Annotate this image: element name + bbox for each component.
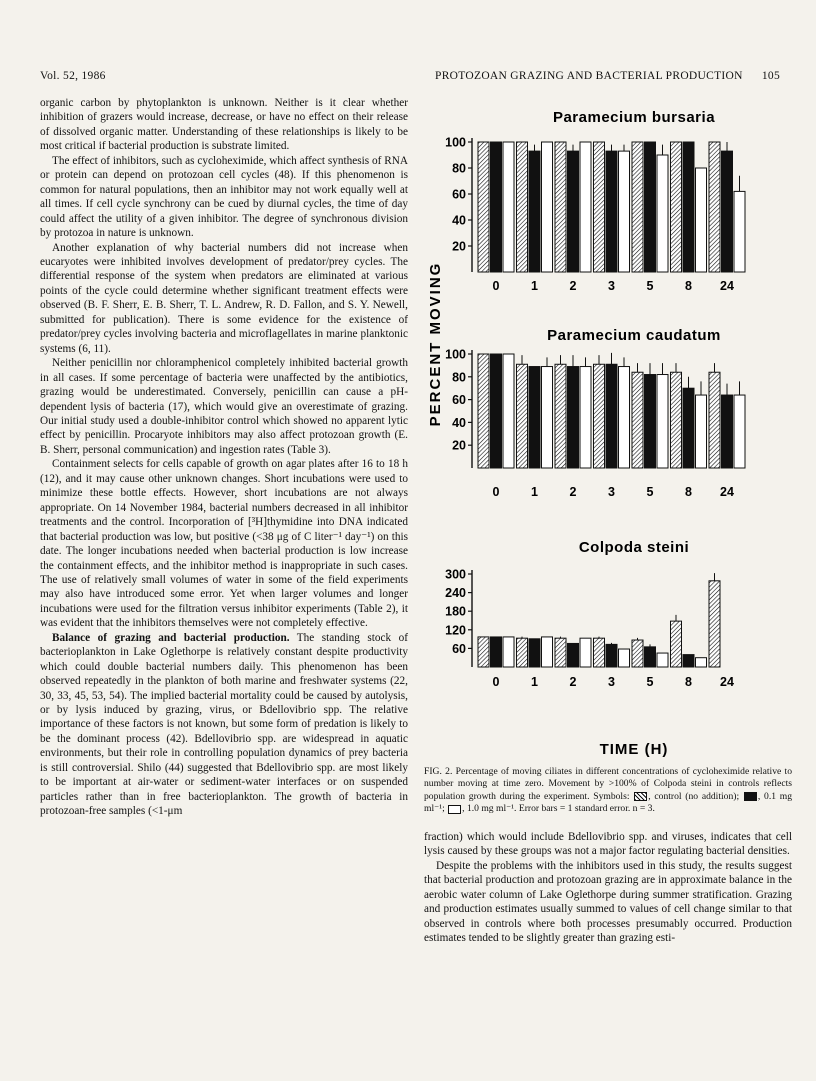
bar bbox=[696, 168, 707, 272]
bar bbox=[645, 375, 656, 468]
bar bbox=[696, 395, 707, 468]
x-tick-label: 1 bbox=[531, 675, 538, 689]
bar bbox=[503, 142, 514, 272]
x-tick-label: 5 bbox=[646, 279, 654, 293]
bar bbox=[734, 395, 745, 468]
control-swatch bbox=[634, 792, 647, 801]
x-tick-label: 3 bbox=[608, 675, 615, 689]
x-tick-label: 24 bbox=[720, 485, 734, 499]
paragraph: Despite the problems with the inhibitors used in this study, the results suggest that bacterial production and protozoan grazing are in approximate balance in the aerobic water column of Lake Oglethorpe during summer stratification. Grazing and production estimates usually summed to values of cell change similar to that observed in controls where both processes presumably occurred. Production estimates tended to be slightly greater than grazing esti- bbox=[424, 859, 792, 945]
x-tick-label: 3 bbox=[608, 485, 615, 499]
bar bbox=[645, 647, 656, 667]
bar bbox=[683, 655, 694, 667]
bar bbox=[594, 142, 605, 272]
bar bbox=[645, 142, 656, 272]
chart-title: Paramecium caudatum bbox=[547, 327, 721, 344]
y-tick-label: 20 bbox=[452, 438, 466, 453]
bar bbox=[709, 142, 720, 272]
y-tick-label: 80 bbox=[452, 161, 466, 176]
bar bbox=[722, 151, 733, 272]
x-tick-label: 8 bbox=[685, 279, 692, 293]
bar bbox=[503, 637, 514, 667]
y-tick-label: 60 bbox=[452, 187, 466, 202]
bar bbox=[606, 151, 617, 272]
bar bbox=[671, 621, 682, 667]
bar bbox=[632, 372, 643, 468]
bar bbox=[580, 142, 591, 272]
right-column bbox=[424, 830, 792, 946]
bar bbox=[517, 364, 528, 468]
bar bbox=[632, 640, 643, 667]
section-heading: Balance of grazing and bacterial production. bbox=[52, 631, 290, 644]
y-axis-label: PERCENT MOVING bbox=[427, 261, 444, 427]
figure-caption bbox=[424, 766, 792, 816]
paragraph: Another explanation of why bacterial numbers did not increase when eucaryotes were inhibited involves development of predator/prey cycles. The differential response of the system when predators are eliminated at various points of the cycle could determine whether significant treatment effects were observed (B. F. Sherr, E. B. Sherr, T. L. Andrew, R. D. Fallon, and S. Y. Newell, submitted for publication). There is some evidence for the existence of predator/prey cycles involving bacteria and microflagellates in marine planktonic systems (6, 11). bbox=[40, 241, 408, 355]
bar bbox=[542, 637, 553, 667]
caption-lead: FIG. 2. Percentage of moving ciliates in different concentrations of cycloheximide relative to number moving at time zero. Movement by >100% of Colpoda steini in controls reflects population growth during the experiment. Symbols: bbox=[424, 766, 792, 802]
bar bbox=[722, 395, 733, 468]
x-tick-label: 1 bbox=[531, 485, 538, 499]
bar bbox=[619, 649, 630, 667]
bar bbox=[555, 364, 566, 468]
bar bbox=[568, 367, 579, 468]
bar bbox=[529, 151, 540, 272]
y-tick-label: 120 bbox=[445, 623, 466, 638]
bar bbox=[478, 354, 489, 468]
paragraph: fraction) which would include Bdellovibrio spp. and viruses, indicates that cell lysis caused by these groups was not a major factor regulating bacterial densities. bbox=[424, 831, 792, 858]
y-tick-label: 40 bbox=[452, 415, 466, 430]
volume-label: Vol. 52, 1986 bbox=[40, 70, 106, 82]
running-header bbox=[40, 70, 780, 88]
chart-title: Paramecium bursaria bbox=[552, 109, 716, 126]
paragraph: organic carbon by phytoplankton is unknown. Neither is it clear whether inhibition of grazers would increase, decrease, or have no effect on their release of dissolved organic matter. Understanding of these relationships is likely to be most critical if bacterial production is substrate limited. bbox=[40, 97, 408, 153]
bar bbox=[619, 367, 630, 468]
bar bbox=[709, 581, 720, 667]
bar bbox=[683, 142, 694, 272]
y-tick-label: 80 bbox=[452, 370, 466, 385]
paragraph: Neither penicillin nor chloramphenicol completely inhibited bacterial growth in all cases. If some percentage of bacteria were unaffected by the antibiotics, grazing would be underestimated. Conversely, penicillin can cause a pH-dependent lysis of bacteria (17), which would give an overestimate of grazing. Our initial study used a double-inhibitor control which showed no apparent lytic effect by penicillin. Procaryote inhibitors may also affect protozoan growth (E. B. Sherr, personal communication) and ingestion rates (Table 3). bbox=[40, 357, 408, 456]
caption-low: , 0.1 mg ml⁻¹; bbox=[424, 790, 793, 815]
x-tick-label: 24 bbox=[720, 675, 734, 689]
figure-svg bbox=[424, 104, 796, 764]
x-tick-label: 3 bbox=[608, 279, 615, 293]
bar bbox=[734, 191, 745, 272]
paragraph-text: The standing stock of bacterioplankton in Lake Oglethorpe is relatively constant despite productivity which could double bacterial numbers daily. This phenomenon has been observed repeatedly in the plankton of both marine and freshwater systems (22, 30, 33, 45, 53, 54). The implied bacterial mortality could be caused by autolysis, or by lysis induced by grazing, virus, or Bdellovibrio spp. The relative importance of these factors is not known, but some form of predation is likely to be the dominant process (42). Bdellovibrio spp. are widespread in aquatic environments, but their role in controlling population dynamics of prey bacteria is still controversial. Shilo (44) suggested that Bdellovibrio spp. are most likely to be important at air-water or sediment-water interfaces or on suspended particles rather than in free bacterioplankton. The growth of bacteria in protozoan-free samples (<1-μm bbox=[40, 631, 408, 818]
bar bbox=[594, 638, 605, 667]
x-tick-label: 5 bbox=[646, 675, 654, 689]
bar bbox=[568, 643, 579, 667]
bar bbox=[606, 364, 617, 468]
bar bbox=[503, 354, 514, 468]
chart-title: Colpoda steini bbox=[578, 539, 690, 556]
bar bbox=[580, 638, 591, 667]
running-title: PROTOZOAN GRAZING AND BACTERIAL PRODUCTION bbox=[435, 70, 743, 82]
low-dose-swatch bbox=[744, 792, 757, 801]
paragraph bbox=[40, 631, 408, 819]
x-tick-label: 0 bbox=[492, 675, 500, 689]
caption-control: , control (no addition); bbox=[648, 790, 740, 802]
caption-high: , 1.0 mg ml⁻¹. Error bars = 1 standard error. n = 3. bbox=[462, 803, 655, 815]
paragraph: The effect of inhibitors, such as cycloheximide, which affect synthesis of RNA or protein can depend on protozoan cell cycles (48). If this phenomenon is common for natural populations, then an inhibitor may not work equally well at all times. If cell cycle synchrony can be cued by diurnal cycles, the time of day could affect the utility of a given inhibitor. The degree of synchronous division by protozoa in nature is unknown. bbox=[40, 154, 408, 240]
bar bbox=[491, 354, 502, 468]
bar bbox=[657, 155, 668, 272]
y-tick-label: 60 bbox=[452, 393, 466, 408]
x-tick-label: 2 bbox=[569, 485, 577, 499]
high-dose-swatch bbox=[448, 805, 461, 814]
bar bbox=[632, 142, 643, 272]
x-tick-label: 8 bbox=[685, 485, 692, 499]
y-tick-label: 100 bbox=[445, 347, 466, 362]
bar bbox=[517, 638, 528, 667]
bar bbox=[529, 639, 540, 667]
bar bbox=[491, 637, 502, 667]
bar bbox=[555, 142, 566, 272]
y-tick-label: 20 bbox=[452, 239, 466, 254]
bar bbox=[671, 372, 682, 468]
bar bbox=[671, 142, 682, 272]
bar bbox=[542, 142, 553, 272]
bar bbox=[580, 367, 591, 468]
bar bbox=[657, 653, 668, 667]
x-tick-label: 2 bbox=[569, 279, 577, 293]
x-tick-label: 0 bbox=[492, 279, 500, 293]
x-tick-label: 5 bbox=[646, 485, 654, 499]
x-tick-label: 24 bbox=[720, 279, 734, 293]
y-tick-label: 60 bbox=[452, 641, 466, 656]
bar bbox=[517, 142, 528, 272]
bar bbox=[529, 367, 540, 468]
left-column bbox=[40, 96, 408, 819]
x-axis-label: TIME (H) bbox=[599, 741, 669, 758]
bar bbox=[683, 388, 694, 468]
y-tick-label: 100 bbox=[445, 135, 466, 150]
bar bbox=[696, 658, 707, 667]
x-tick-label: 1 bbox=[531, 279, 538, 293]
y-tick-label: 180 bbox=[445, 604, 466, 619]
x-tick-label: 2 bbox=[569, 675, 577, 689]
bar bbox=[594, 364, 605, 468]
x-tick-label: 8 bbox=[685, 675, 692, 689]
y-tick-label: 240 bbox=[445, 586, 466, 601]
figure-2 bbox=[424, 104, 796, 764]
bar bbox=[709, 372, 720, 468]
bar bbox=[555, 638, 566, 667]
bar bbox=[542, 367, 553, 468]
bar bbox=[657, 375, 668, 468]
y-tick-label: 300 bbox=[445, 567, 466, 582]
y-tick-label: 40 bbox=[452, 213, 466, 228]
bar bbox=[619, 151, 630, 272]
bar bbox=[491, 142, 502, 272]
bar bbox=[568, 151, 579, 272]
paragraph: Containment selects for cells capable of growth on agar plates after 16 to 18 h (12), and it may cause other unknown changes. Short incubations were used to minimize these bottle effects. However, short incubations are not always appropriate. On 14 November 1984, bacterial numbers decreased in all inhibitor treatments and the control. Incorporation of [³H]thymidine into DNA indicated that bacterial production was low, but positive (<38 μg of C liter⁻¹ day⁻¹) on this date. The longer incubations needed when bacterial production is low increase the containment effects, and the inhibitor method is inappropriate in such cases. The use of relatively small volumes of water in some of the field experiments may also have introduced some error. Yet when larger volumes and longer incubations were used for the filtration versus inhibitor experiments (Table 2), it was evident that the inhibitors themselves were not completely effective. bbox=[40, 458, 408, 630]
page-number: 105 bbox=[761, 70, 780, 82]
x-tick-label: 0 bbox=[492, 485, 500, 499]
bar bbox=[606, 644, 617, 667]
bar bbox=[478, 142, 489, 272]
bar bbox=[478, 637, 489, 667]
